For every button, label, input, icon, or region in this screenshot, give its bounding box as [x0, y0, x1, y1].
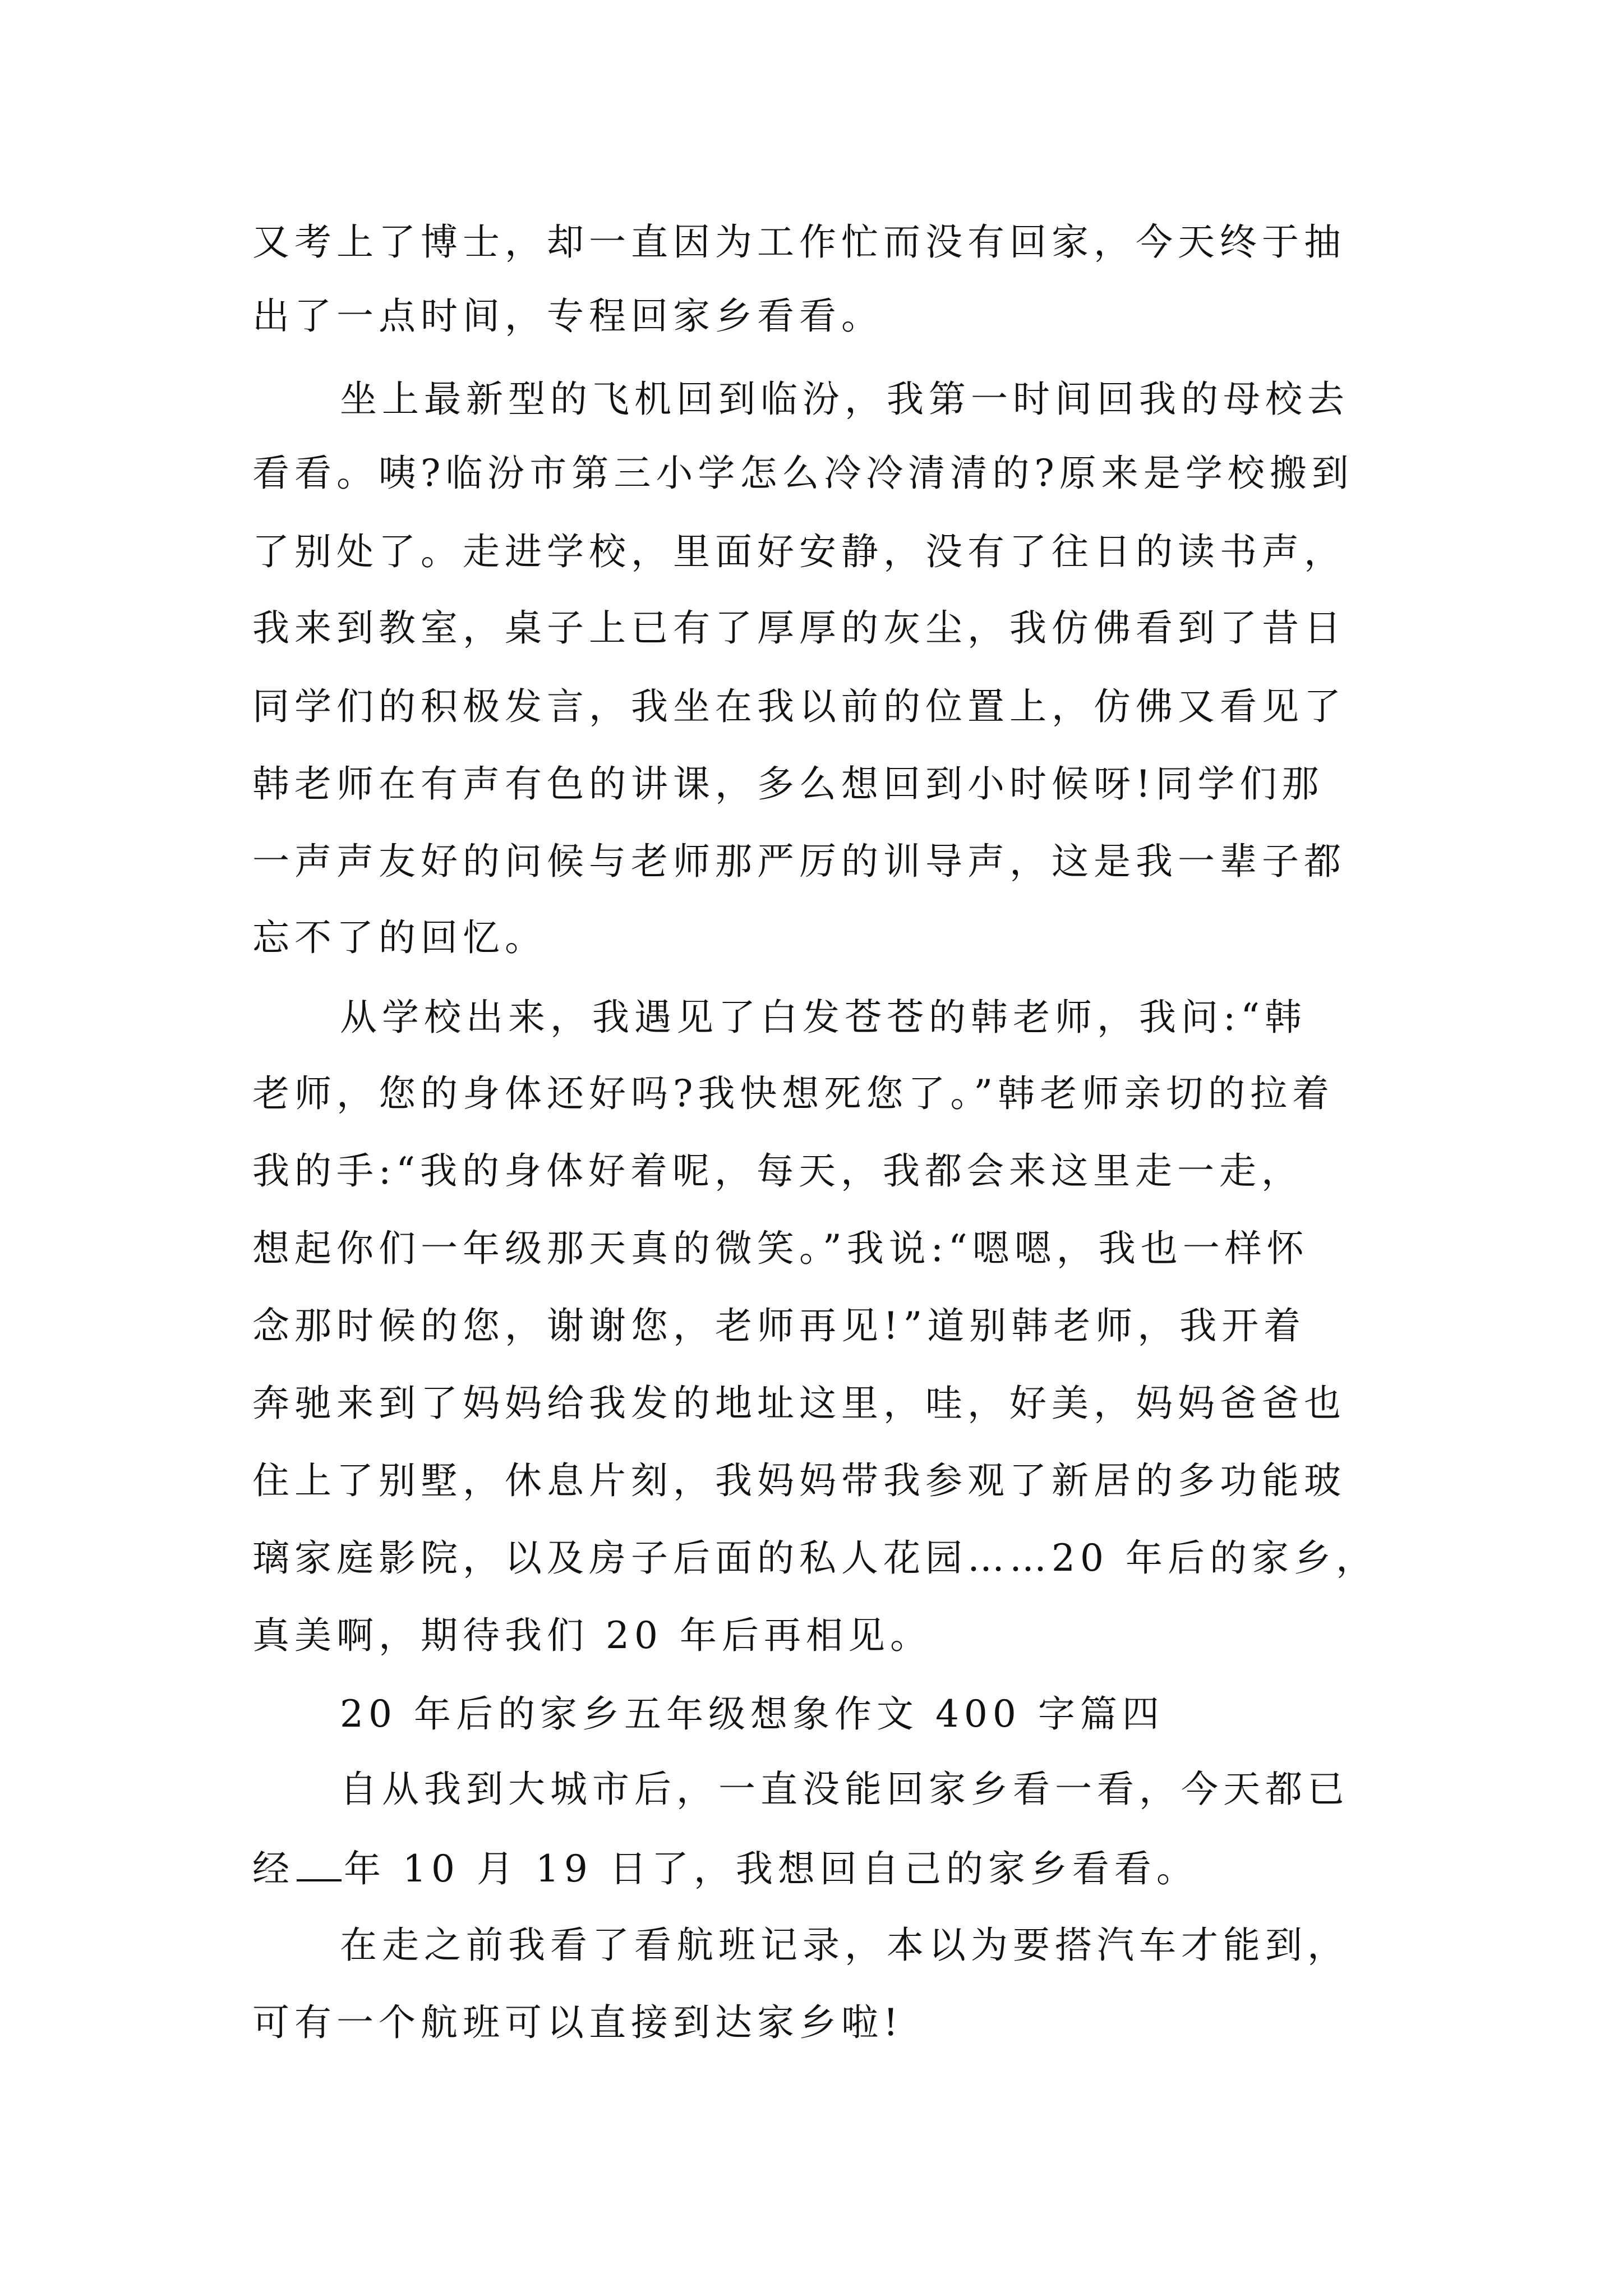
paragraph-3-line-1: 从学校出来，我遇见了白发苍苍的韩老师，我问:“韩 — [340, 996, 1307, 1039]
paragraph-3-line-2: 老师，您的身体还好吗?我快想死您了。”韩老师亲切的拉着 — [252, 1072, 1335, 1115]
paragraph-5-line-1: 在走之前我看了看航班记录，本以为要搭汽车才能到， — [340, 1924, 1349, 1967]
paragraph-2-line-1: 坐上最新型的飞机回到临汾，我第一时间回我的母校去 — [340, 378, 1349, 421]
paragraph-3-line-9: 真美啊，期待我们 20 年后再相见。 — [252, 1614, 932, 1657]
paragraph-3-line-3: 我的手:“我的身体好着呢，每天，我都会来这里走一走， — [252, 1149, 1303, 1193]
paragraph-3-line-8: 璃家庭影院，以及房子后面的私人花园……20 年后的家乡， — [252, 1536, 1378, 1580]
paragraph-2-line-7: 一声声友好的问候与老师那严厉的训导声，这是我一辈子都 — [252, 840, 1346, 883]
paragraph-3-line-6: 奔驰来到了妈妈给我发的地址这里，哇，好美，妈妈爸爸也 — [252, 1382, 1346, 1425]
fill-in-blank — [297, 1846, 342, 1881]
paragraph-3-line-4: 想起你们一年级那天真的微笑。”我说:“嗯嗯，我也一样怀 — [252, 1227, 1309, 1270]
paragraph-4-line-2-end: 年 10 月 19 日了，我想回自己的家乡看看。 — [344, 1847, 1198, 1890]
paragraph-1-line-1: 又考上了博士，却一直因为工作忙而没有回家，今天终于抽 — [252, 220, 1346, 264]
paragraph-1-line-2: 出了一点时间，专程回家乡看看。 — [252, 295, 883, 338]
paragraph-4-line-2 — [252, 1846, 1198, 1892]
paragraph-5-line-2: 可有一个航班可以直接到达家乡啦! — [252, 2001, 903, 2044]
paragraph-2-line-2: 看看。咦?临汾市第三小学怎么冷冷清清的?原来是学校搬到 — [252, 452, 1354, 495]
section-title: 20 年后的家乡五年级想象作文 400 字篇四 — [340, 1692, 1164, 1736]
paragraph-3-line-5: 念那时候的您，谢谢您，老师再见!”道别韩老师，我开着 — [252, 1304, 1306, 1347]
paragraph-4-line-1: 自从我到大城市后，一直没能回家乡看一看，今天都已 — [340, 1768, 1349, 1811]
paragraph-2-line-3: 了别处了。走进学校，里面好安静，没有了往日的读书声， — [252, 530, 1346, 573]
paragraph-3-line-7: 住上了别墅，休息片刻，我妈妈带我参观了新居的多功能玻 — [252, 1459, 1346, 1502]
paragraph-2-line-5: 同学们的积极发言，我坐在我以前的位置上，仿佛又看见了 — [252, 685, 1346, 728]
paragraph-4-line-2-start: 经 — [252, 1847, 294, 1890]
paragraph-2-line-4: 我来到教室，桌子上已有了厚厚的灰尘，我仿佛看到了昔日 — [252, 606, 1346, 650]
paragraph-2-line-6: 韩老师在有声有色的讲课，多么想回到小时候呀!同学们那 — [252, 762, 1324, 806]
paragraph-2-line-8: 忘不了的回忆。 — [252, 916, 547, 959]
